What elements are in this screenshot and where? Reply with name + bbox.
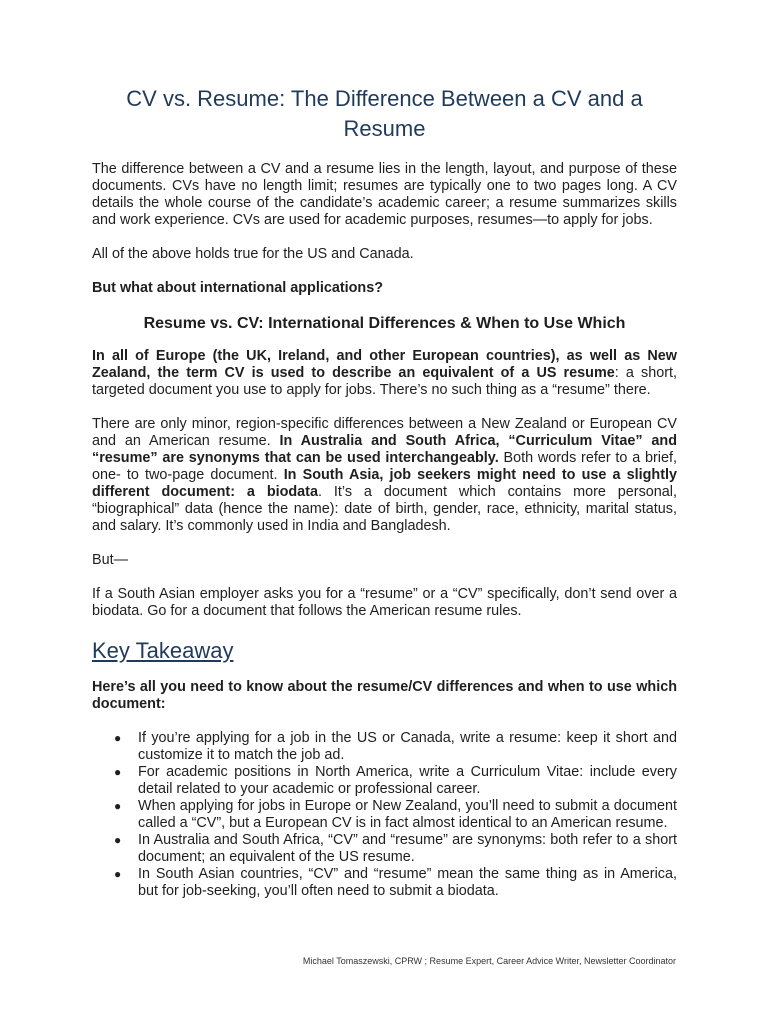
regional-text-3: . It’s a document which contains more personal, “biographical” data (hence the name): date of birth, gender, race, ethnicity, marital status, and salary. It’s commonly used in India and Bangladesh.	[92, 484, 677, 534]
regional-text-2: Both words refer to a brief, one- to two-page document.	[92, 450, 677, 483]
list-item-text: For academic positions in North America, write a Curriculum Vitae: include every detail related to your academic or professional career.	[138, 764, 677, 797]
international-question	[92, 280, 677, 297]
bullet-icon: ●	[114, 833, 122, 847]
europe-rest-text: : a short, targeted document you use to apply for jobs. There’s no such thing as a “resume” there.	[92, 365, 677, 398]
bullet-icon: ●	[114, 867, 122, 881]
section-subheading: Resume vs. CV: International Differences & When to Use Which	[143, 315, 626, 332]
bullet-icon: ●	[114, 765, 122, 779]
key-takeaway-intro	[92, 679, 677, 713]
europe-bold-text: In all of Europe (the UK, Ireland, and other European countries), as well as New Zealand, the term CV is used to describe an equivalent of a US resume	[92, 348, 677, 381]
takeaway-list	[92, 730, 677, 900]
list-item	[114, 730, 677, 764]
document-page	[92, 84, 677, 900]
key-takeaway-heading: Key Takeaway	[92, 638, 234, 663]
regional-bold-1: In Australia and South Africa, “Curriculum Vitae” and “resume” are synonyms that can be used interchangeably.	[92, 433, 677, 466]
regional-bold-2: In South Asia, job seekers might need to use a slightly different document: a biodata	[92, 467, 677, 500]
list-item	[114, 798, 677, 832]
list-item	[114, 764, 677, 798]
list-item-text: When applying for jobs in Europe or New Zealand, you’ll need to submit a document called a “CV”, but a European CV is in fact almost identical to an American resume.	[138, 798, 677, 831]
list-item-text: If you’re applying for a job in the US or Canada, write a resume: keep it short and customize it to match the job ad.	[138, 730, 677, 763]
south-asian-paragraph: If a South Asian employer asks you for a “resume” or a “CV” specifically, don’t send over a biodata. Go for a document that follows the American resume rules.	[92, 586, 677, 619]
page-title: CV vs. Resume: The Difference Between a CV and a Resume	[126, 86, 643, 141]
list-item-text: In Australia and South Africa, “CV” and “resume” are synonyms: both refer to a short document; an equivalent of the US resume.	[138, 832, 677, 865]
europe-paragraph	[92, 348, 677, 399]
list-item-text: In South Asian countries, “CV” and “resume” mean the same thing as in America, but for job-seeking, you’ll often need to submit a biodata.	[138, 866, 677, 899]
intro-paragraph: The difference between a CV and a resume lies in the length, layout, and purpose of these documents. CVs have no length limit; resumes are typically one to two pages long. A CV details the whole course of the candidate’s academic career; a resume summarizes skills and work experience. CVs are used for academic purposes, resumes—to apply for jobs.	[92, 161, 677, 228]
list-item	[114, 832, 677, 866]
bullet-icon: ●	[114, 731, 122, 745]
list-item	[114, 866, 677, 900]
page-footer: Michael Tomaszewski, CPRW ; Resume Expert, Career Advice Writer, Newsletter Coordinator	[302, 956, 676, 966]
key-takeaway-intro-text: Here’s all you need to know about the resume/CV differences and when to use which document:	[92, 679, 677, 712]
regional-paragraph	[92, 416, 677, 535]
question-text: But what about international applications?	[92, 280, 384, 296]
bullet-icon: ●	[114, 799, 122, 813]
regional-text-1: There are only minor, region-specific differences between a New Zealand or European CV and an American resume.	[92, 416, 677, 449]
us-canada-paragraph: All of the above holds true for the US and Canada.	[92, 246, 414, 262]
but-paragraph: But—	[92, 552, 128, 568]
